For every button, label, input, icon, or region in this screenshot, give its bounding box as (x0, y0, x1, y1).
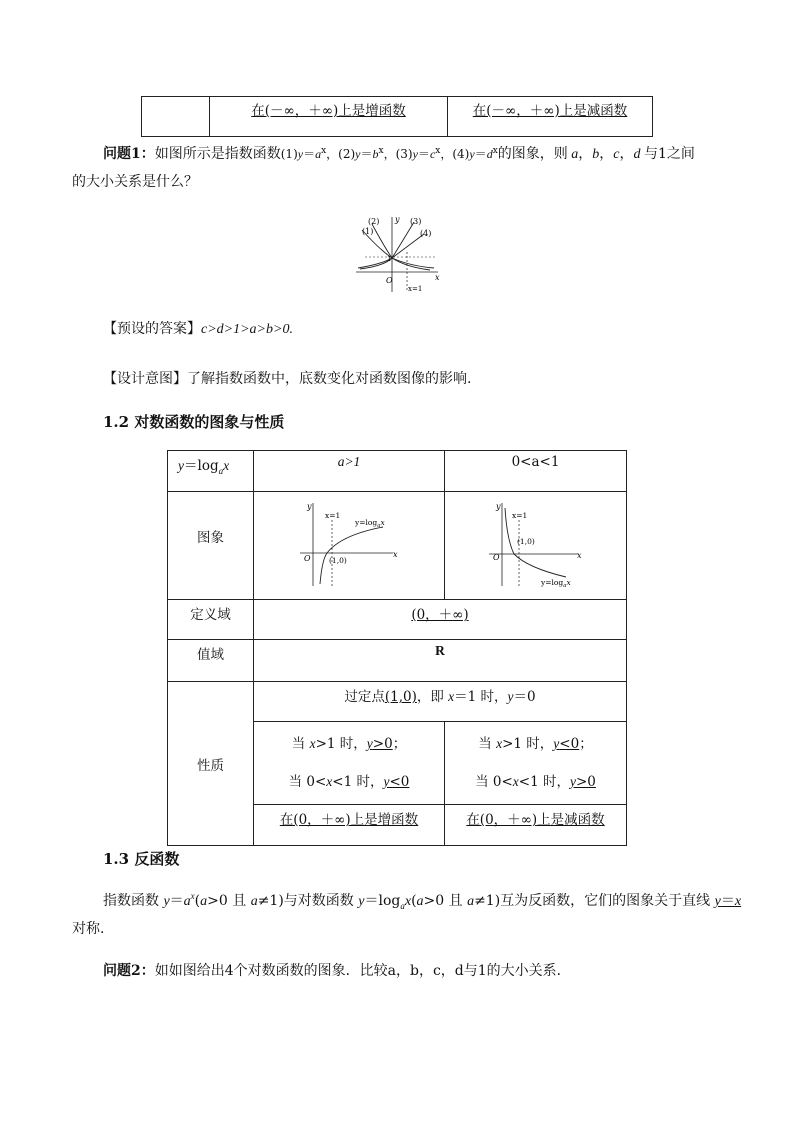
top-table-inc-cell (210, 97, 448, 137)
question-2-label: 问题2： (103, 963, 155, 979)
question-1: 问题1：如图所示是指数函数$(1)y=a^x$，$(2)y=b^x$，$(3)y=c^x$，$(4)y=d^x$的图象，则 a，b，c，d 与1之间 (103, 146, 695, 162)
design-intent (103, 368, 471, 388)
log-function-table (167, 450, 627, 846)
inverse-text-1: 与对数函数 (283, 893, 354, 909)
origin-label: O (386, 276, 393, 285)
monotonic-inc: 在(0，＋∞)上是增函数 (279, 812, 419, 828)
header-a-between-0-1 (445, 451, 627, 492)
x-axis-label: x (435, 273, 440, 282)
preset-answer-value: c>d>1>a>b>0. (201, 322, 293, 337)
function-label: $y=\log_ax$ (540, 577, 571, 588)
point-label: (1,0) (516, 536, 535, 546)
top-table-dec: 在(－∞，＋∞)上是减函数 (472, 103, 628, 119)
props-a-between-0-1-cell: 当 x>1 时，y<0； 当 0<x<1 时，y>0 (445, 722, 627, 805)
y-axis-label: y (306, 501, 312, 511)
log-graph-increasing (297, 500, 402, 588)
row-range-label-cell (168, 640, 254, 682)
design-intent-label: 【设计意图】 (103, 371, 187, 387)
question-2 (103, 960, 571, 980)
row-range-label: 值域 (197, 647, 224, 663)
inverse-text-end: 对称. (72, 921, 105, 937)
origin-label: O (492, 552, 500, 562)
row-graph-label: 图象 (197, 530, 224, 546)
design-intent-text: 了解指数函数中，底数变化对函数图像的影响. (187, 371, 472, 387)
preset-answer (103, 318, 293, 338)
range-value: R (435, 643, 445, 658)
graph-a-between-0-1-cell (445, 492, 627, 600)
monotonic-inc-cell (254, 805, 445, 846)
curve-label-3: (3) (410, 217, 422, 226)
x-equals-1-label: x=1 (324, 510, 340, 520)
question-1-text-b: 的图象，则 (497, 146, 568, 162)
inverse-paragraph: 指数函数 $y=a^x(a>0$ 且 a≠1)与对数函数 $y=\log_ax(a>0$ 且 a≠1)互为反函数，它们的图象关于直线 y＝x (103, 891, 742, 911)
x-axis-label: x (392, 549, 398, 559)
row-graph-label-cell (168, 492, 254, 600)
x-equals-1-label: x=1 (408, 285, 423, 293)
x-equals-1-label: x=1 (511, 510, 527, 520)
question-1-functions: $(1)y=a^x$，$(2)y=b^x$，$(3)y=c^x$，$(4)y=d^x$ (280, 146, 498, 161)
graph-a-gt-1-cell (254, 492, 445, 600)
section-1-2-title: 1.2 对数函数的图象与性质 (103, 413, 285, 431)
fixed-point-cell: 过定点(1,0)，即 x＝1 时，y＝0 (254, 682, 627, 722)
section-1-3-title: 1.3 反函数 (103, 850, 180, 868)
row-domain-label-cell (168, 600, 254, 640)
question-1-label: 问题1： (103, 146, 155, 162)
domain-value: (0，＋∞) (411, 607, 469, 623)
point-label: (1,0) (328, 555, 347, 565)
row-props-label-cell (168, 682, 254, 846)
top-table (141, 96, 653, 137)
monotonic-dec: 在(0，＋∞)上是减函数 (466, 812, 605, 828)
header-function-cell: $y=\log_ax$ (168, 451, 254, 492)
function-label-text: y=log (540, 577, 563, 587)
monotonic-dec-cell (445, 805, 627, 846)
curve-label-2: (2) (368, 217, 380, 226)
one-label: 1 (387, 255, 392, 263)
header-a-gt-1-text: a>1 (337, 454, 361, 469)
y-axis-label: y (495, 501, 501, 511)
question-1-line2: 的大小关系是什么？ (72, 174, 198, 190)
exponential-graph-figure (350, 212, 445, 294)
curve-label-1: (1) (362, 227, 374, 236)
top-table-empty-cell (142, 97, 210, 137)
x-axis-label: x (576, 550, 582, 560)
props-a-gt-1-cell: 当 x>1 时，y>0； 当 0<x<1 时，y<0 (254, 722, 445, 805)
function-label: $y=\log_ax$ (354, 517, 385, 529)
header-a-gt-1 (254, 451, 445, 492)
top-table-dec-cell (448, 97, 653, 137)
question-2-text: 如如图给出4个对数函数的图象．比较a，b，c，d与1的大小关系． (154, 963, 571, 979)
curve-label-4: (4) (420, 229, 432, 238)
y-axis-label: y (395, 215, 400, 224)
domain-value-cell (254, 600, 627, 640)
inverse-text-2: 互为反函数，它们的图象关于直线 (500, 893, 711, 909)
top-table-inc: 在(－∞，＋∞)上是增函数 (251, 103, 406, 119)
function-label-text: y=log (354, 517, 377, 527)
log-graph-decreasing (486, 500, 586, 588)
origin-label: O (303, 553, 311, 563)
question-1-text-c: 与1之间 (643, 146, 695, 162)
range-value-cell (254, 640, 627, 682)
question-1-text-a: 如图所示是指数函数 (154, 146, 281, 162)
preset-answer-label: 【预设的答案】 (103, 321, 201, 337)
row-domain-label: 定义域 (190, 607, 231, 623)
header-a-between-0-1-text: 0<a<1 (511, 454, 560, 470)
row-props-label: 性质 (197, 757, 224, 774)
